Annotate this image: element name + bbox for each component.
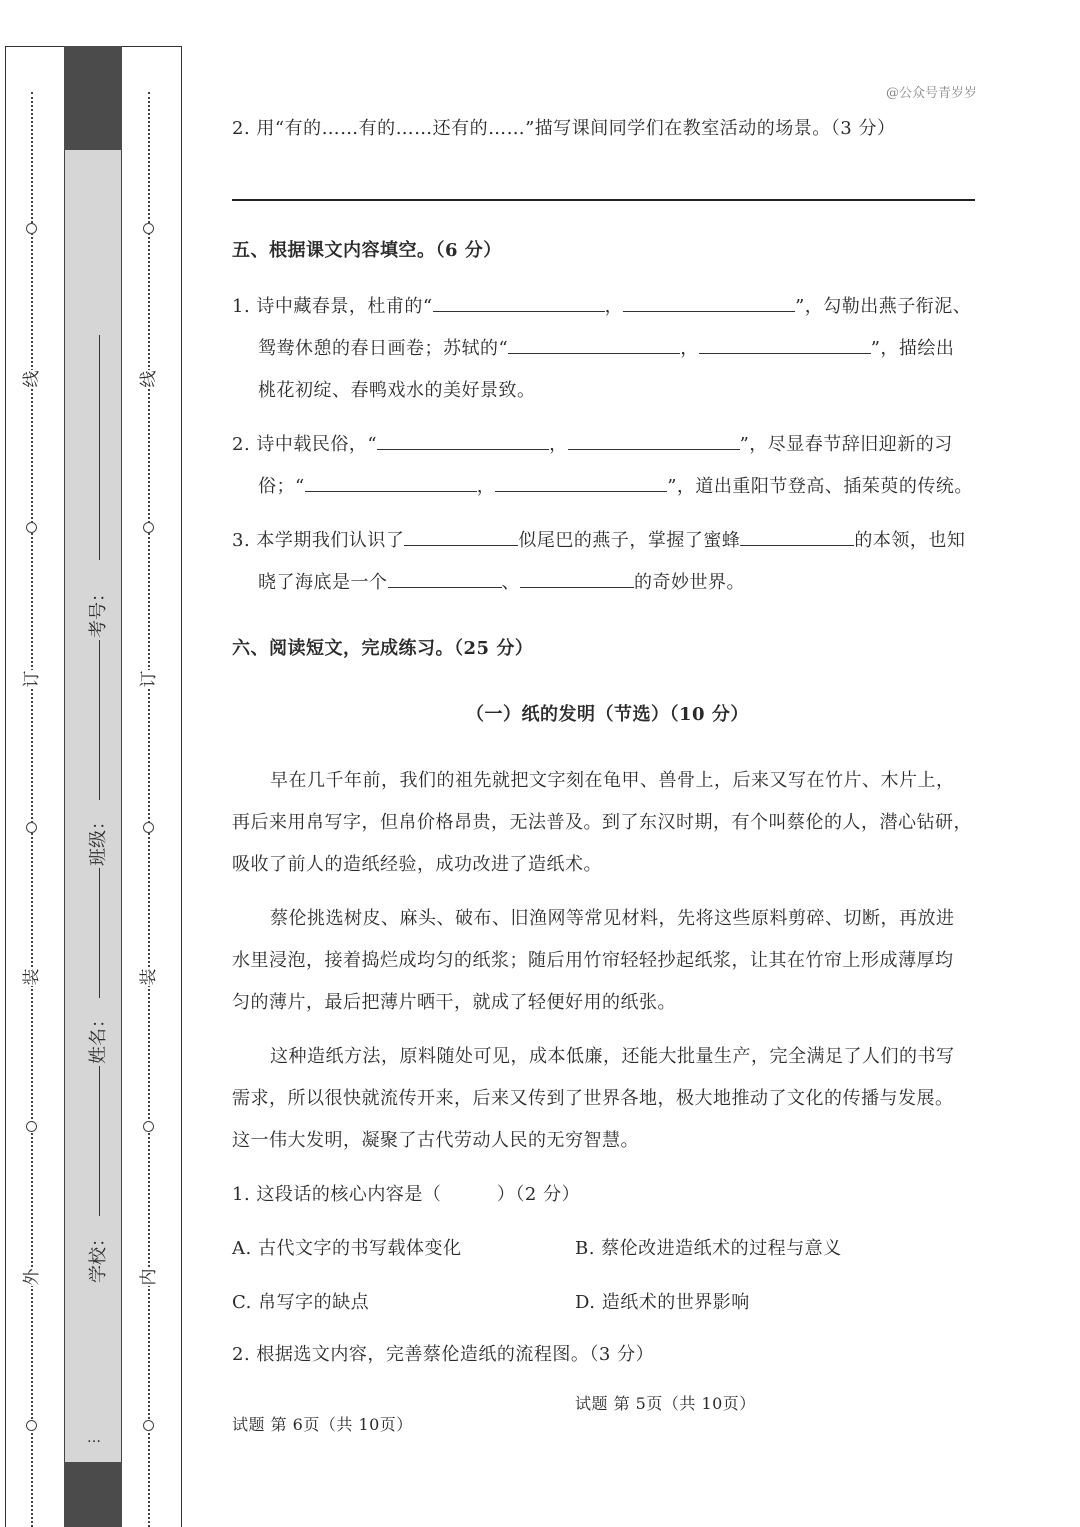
p2-line1: 蔡伦挑选树皮、麻头、破布、旧渔网等常见材料，先将这些原料剪碎、切断，再放进 <box>270 908 955 929</box>
punch-circle <box>143 223 154 234</box>
fill-blank[interactable] <box>377 435 549 450</box>
binding-char-fasten: 装 <box>139 968 159 986</box>
fill-blank[interactable] <box>433 297 605 312</box>
punch-circle <box>26 1121 37 1132</box>
punch-circle <box>143 522 154 533</box>
binding-bottom-block <box>64 1462 122 1527</box>
school-label: 学校： <box>84 1229 110 1283</box>
fill-blank[interactable] <box>495 477 667 492</box>
class-label: 班级： <box>84 812 110 866</box>
s5-q3-line1: 3. 本学期我们认识了 似尾巴的燕子，掌握了蜜蜂 的本领，也知 <box>232 530 966 551</box>
fill-blank[interactable] <box>568 435 740 450</box>
reading-subtitle: （一）纸的发明（节选）（10 分） <box>466 704 749 725</box>
section-5-title: 五、根据课文内容填空。（6 分） <box>232 240 502 261</box>
p3-line1: 这种造纸方法，原料随处可见，成本低廉，还能大批量生产，完全满足了人们的书写 <box>270 1046 955 1067</box>
inner-cut-line <box>148 92 150 1527</box>
binding-char-bind: 订 <box>139 670 159 688</box>
page-footer-left: 试题 第 6页（共 10页） <box>232 1415 413 1434</box>
option-a[interactable]: A. 古代文字的书写载体变化 <box>232 1238 462 1259</box>
s6-question-1: 1. 这段话的核心内容是（ ）（2 分） <box>232 1184 581 1205</box>
binding-char-outer: 外 <box>22 1268 42 1286</box>
punch-circle <box>143 1420 154 1431</box>
punch-circle <box>143 822 154 833</box>
answer-line[interactable] <box>232 199 975 201</box>
s5-q2-line1: 2. 诗中载民俗，“ ， ”，尽显春节辞旧迎新的习 <box>232 434 953 455</box>
s6-question-2: 2. 根据选文内容，完善蔡伦造纸的流程图。（3 分） <box>232 1344 655 1365</box>
p3-line3: 这一伟大发明，凝聚了古代劳动人民的无穷智慧。 <box>232 1130 639 1151</box>
p1-line3: 吸收了前人的造纸经验，成功改进了造纸术。 <box>232 854 602 875</box>
exam-number-underline[interactable] <box>99 335 100 560</box>
s5-q3-line2: 晓了海底是一个 、 的奇妙世界。 <box>258 572 745 593</box>
punch-circle <box>26 822 37 833</box>
s5-q1-line1: 1. 诗中藏春景，杜甫的“ ， ”，勾勒出燕子衔泥、 <box>232 296 972 317</box>
p1-line1: 早在几千年前，我们的祖先就把文字刻在龟甲、兽骨上，后来又写在竹片、木片上， <box>270 770 955 791</box>
binding-dots: … <box>87 1430 102 1446</box>
school-underline[interactable] <box>99 1066 100 1216</box>
punch-circle <box>26 223 37 234</box>
binding-char-fasten: 装 <box>22 968 42 986</box>
fill-blank[interactable] <box>623 297 795 312</box>
option-d[interactable]: D. 造纸术的世界影响 <box>575 1292 750 1313</box>
fill-blank[interactable] <box>699 339 871 354</box>
s5-q1-line3: 桃花初绽、春鸭戏水的美好景致。 <box>258 380 536 401</box>
binding-char-inner: 内 <box>139 1268 159 1286</box>
s5-q2-line2: 俗；“ ， ”，道出重阳节登高、插茱萸的传统。 <box>258 476 973 497</box>
name-underline[interactable] <box>99 868 100 998</box>
p2-line3: 匀的薄片，最后把薄片晒干，就成了轻便好用的纸张。 <box>232 992 676 1013</box>
fill-blank[interactable] <box>388 573 502 588</box>
binding-char-line: 线 <box>22 370 42 388</box>
section-6-title: 六、阅读短文，完成练习。（25 分） <box>232 638 534 659</box>
exam-number-label: 考号： <box>84 584 110 638</box>
binding-top-block <box>64 46 122 150</box>
p1-line2: 再后来用帛写字，但帛价格昂贵，无法普及。到了东汉时期，有个叫蔡伦的人，潜心钻研， <box>232 812 972 833</box>
fill-blank[interactable] <box>305 477 477 492</box>
p2-line2: 水里浸泡，接着捣烂成均匀的纸浆；随后用竹帘轻轻抄起纸浆，让其在竹帘上形成薄厚均 <box>232 950 954 971</box>
watermark: @公众号青岁岁 <box>885 86 977 101</box>
fill-blank[interactable] <box>520 573 634 588</box>
fill-blank[interactable] <box>740 531 854 546</box>
punch-circle <box>143 1121 154 1132</box>
option-c[interactable]: C. 帛写字的缺点 <box>232 1292 370 1313</box>
punch-circle <box>26 522 37 533</box>
outer-cut-line <box>31 92 33 1527</box>
s5-q1-line2: 鸳鸯休憩的春日画卷；苏轼的“ ， ”，描绘出 <box>258 338 955 359</box>
class-underline[interactable] <box>99 640 100 800</box>
fill-blank[interactable] <box>404 531 518 546</box>
fill-blank[interactable] <box>508 339 680 354</box>
page-footer-right: 试题 第 5页（共 10页） <box>575 1394 756 1413</box>
binding-strip <box>64 46 122 1527</box>
binding-char-bind: 订 <box>22 670 42 688</box>
option-b[interactable]: B. 蔡伦改进造纸术的过程与意义 <box>575 1238 842 1259</box>
binding-char-line: 线 <box>139 370 159 388</box>
name-label: 姓名： <box>84 1010 110 1064</box>
p3-line2: 需求，所以很快就流传开来，后来又传到了世界各地，极大地推动了文化的传播与发展。 <box>232 1088 954 1109</box>
question-4-2: 2. 用“有的……有的……还有的……”描写课间同学们在教室活动的场景。（3 分） <box>232 118 896 139</box>
punch-circle <box>26 1420 37 1431</box>
